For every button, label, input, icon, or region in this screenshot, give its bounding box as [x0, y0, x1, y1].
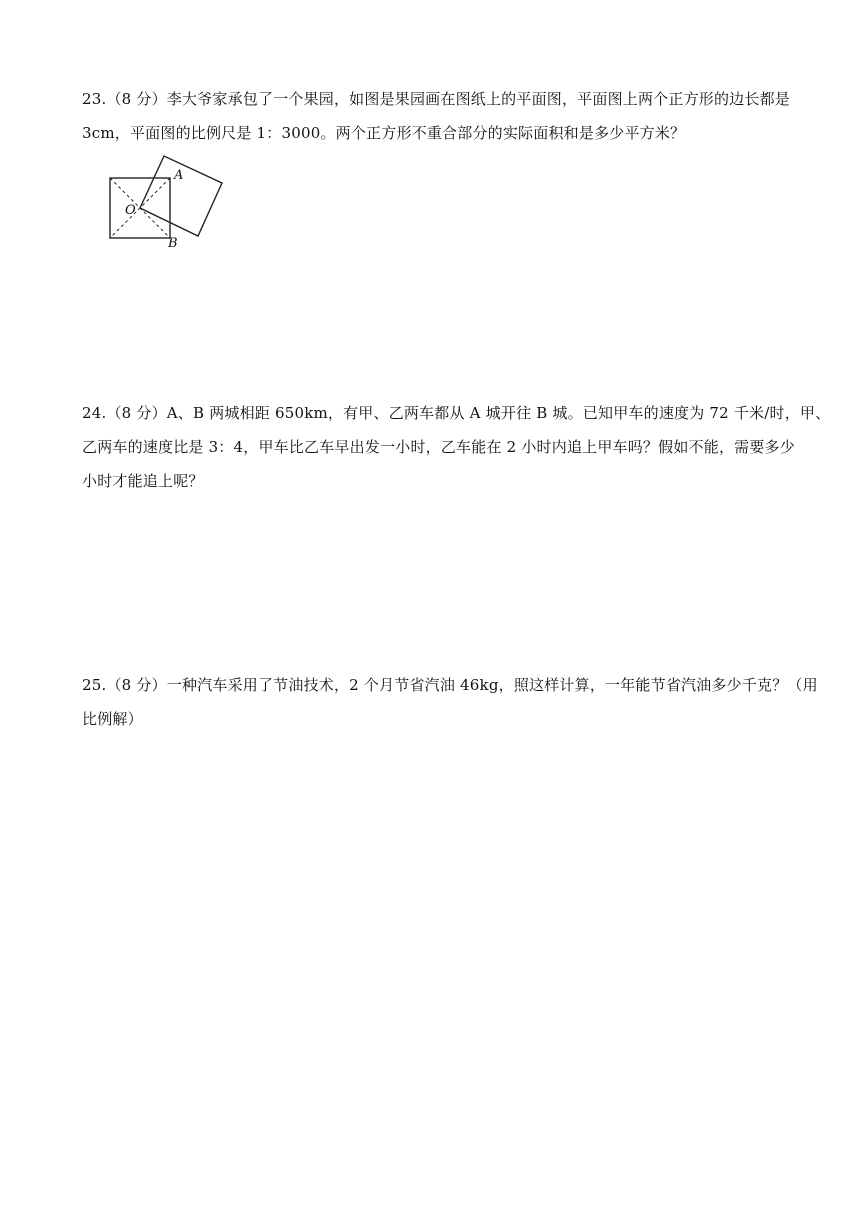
- question-24: [82, 396, 831, 498]
- question-24-line-2: 乙两车的速度比是 3：4，甲车比乙车早出发一小时，乙车能在 2 小时内追上甲车吗？假如不能，需要多少: [82, 438, 795, 456]
- label-b: B: [168, 236, 178, 251]
- question-23: [82, 82, 814, 150]
- question-23-line-1: 23.（8 分）李大爷家承包了一个果园，如图是果园画在图纸上的平面图，平面图上两个正方形的边长都是: [82, 90, 790, 108]
- question-25: [82, 668, 818, 736]
- question-23-figure: [104, 152, 228, 252]
- question-24-line-1: 24.（8 分）A、B 两城相距 650km，有甲、乙两车都从 A 城开往 B 城。已知甲车的速度为 72 千米/时，甲、: [82, 404, 831, 422]
- question-24-line-3: 小时才能追上呢？: [82, 472, 204, 490]
- label-a: A: [174, 168, 184, 183]
- question-23-line-2: 3cm，平面图的比例尺是 1：3000。两个正方形不重合部分的实际面积和是多少平方米？: [82, 124, 686, 142]
- squares-diagram: [104, 152, 228, 252]
- label-o: O: [125, 203, 136, 218]
- question-25-line-1: 25.（8 分）一种汽车采用了节油技术，2 个月节省汽油 46kg，照这样计算，一年能节省汽油多少千克？（用: [82, 676, 818, 694]
- question-25-line-2: 比例解）: [82, 710, 143, 728]
